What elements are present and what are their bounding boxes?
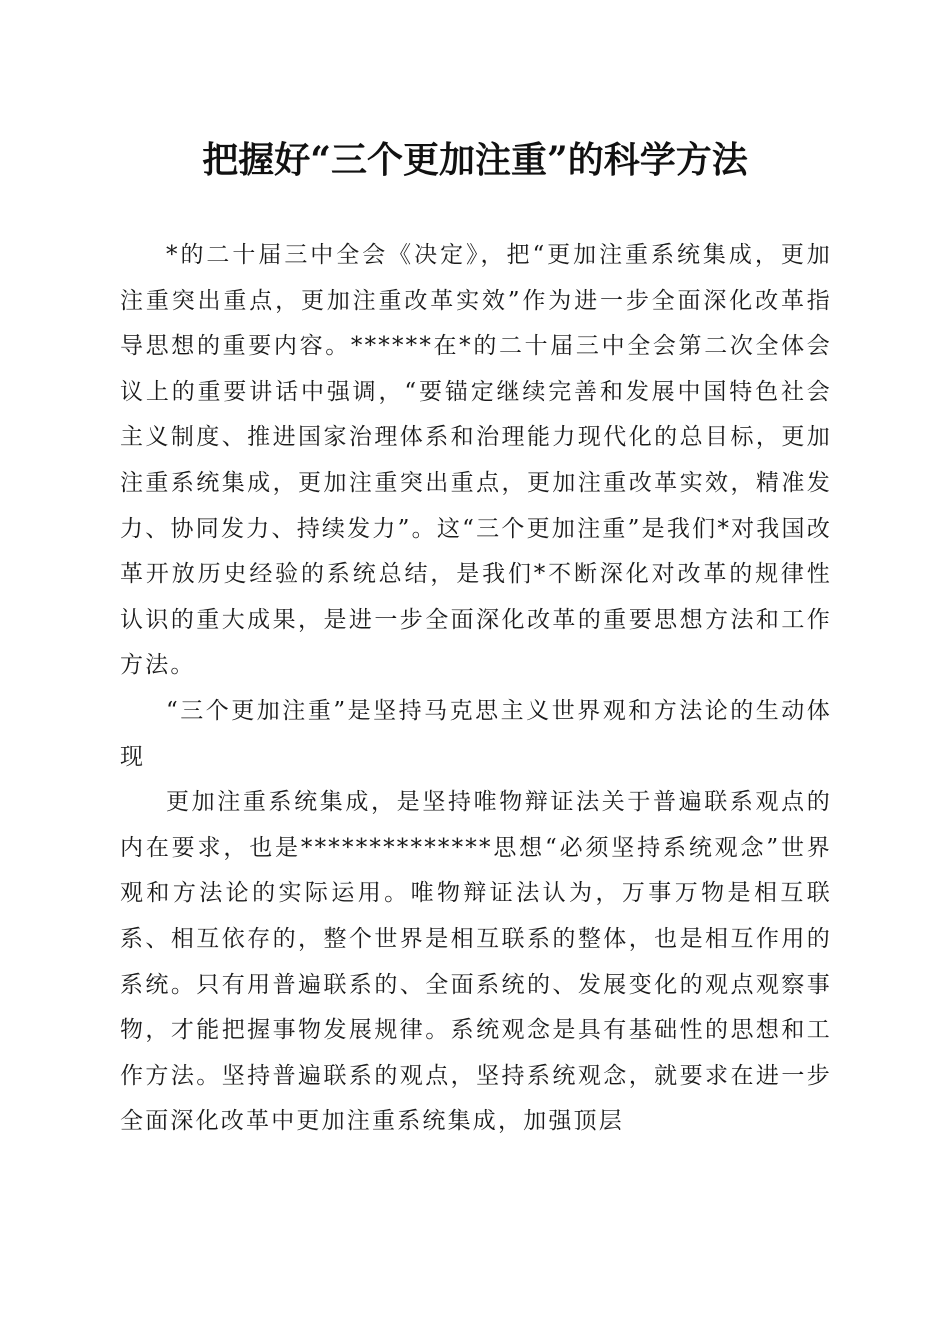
paragraph-intro: *的二十届三中全会《决定》，把“更加注重系统集成，更加注重突出重点，更加注重改革实效”作为进一步全面深化改革指导思想的重要内容。******在*的二十届三中全会第二次全体会议上的重要讲话中强调，“要锚定继续完善和发展中国特色社会主义制度、推进国家治理体系和治理能力现代化的总目标，更加注重系统集成，更加注重突出重点，更加注重改革实效，精准发力、协同发力、持续发力”。这“三个更加注重”是我们*对我国改革开放历史经验的系统总结，是我们*不断深化对改革的规律性认识的重大成果，是进一步全面深化改革的重要思想方法和工作方法。 xyxy=(120,242,832,679)
document-body xyxy=(120,233,832,1145)
paragraph-system-integration: 更加注重系统集成，是坚持唯物辩证法关于普遍联系观点的内在要求，也是**************思想“必须坚持系统观念”世界观和方法论的实际运用。唯物辩证法认为，万事万物是相互联系、相互依存的，整个世界是相互联系的整体，也是相互作用的系统。只有用普遍联系的、全面系统的、发展变化的观点观察事物，才能把握事物发展规律。系统观念是具有基础性的思想和工作方法。坚持普遍联系的观点，坚持系统观念，就要求在进一步全面深化改革中更加注重系统集成，加强顶层 xyxy=(120,789,832,1135)
document-title: 把握好“三个更加注重”的科学方法 xyxy=(202,139,748,181)
paragraph-section-heading: “三个更加注重”是坚持马克思主义世界观和方法论的生动体现 xyxy=(120,697,832,770)
